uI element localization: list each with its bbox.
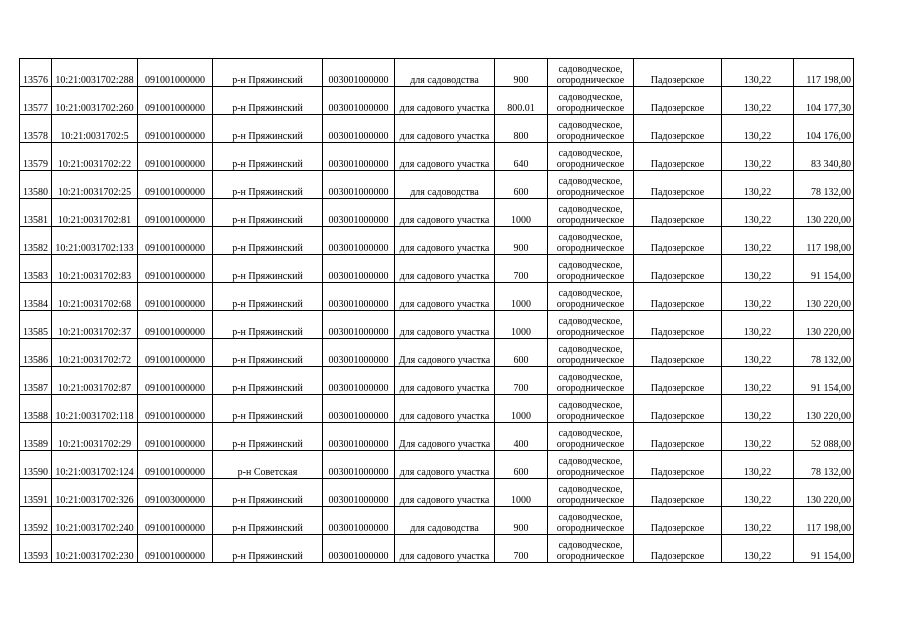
category-line-1: садоводческое, bbox=[558, 316, 623, 327]
category-line-2: огородническое bbox=[556, 355, 625, 366]
okato-code-cell: 091003000000 bbox=[138, 479, 213, 507]
oktmo-code-cell: 003001000000 bbox=[323, 367, 395, 395]
cadastral-number-cell: 10:21:0031702:118 bbox=[52, 395, 138, 423]
district-cell: р-н Пряжинский bbox=[213, 199, 323, 227]
district-cell: р-н Пряжинский bbox=[213, 507, 323, 535]
table-row bbox=[20, 423, 854, 451]
cadastral-value-cell: 52 088,00 bbox=[794, 423, 854, 451]
table-row bbox=[20, 451, 854, 479]
cadastral-number-cell: 10:21:0031702:260 bbox=[52, 87, 138, 115]
district-cell: р-н Пряжинский bbox=[213, 535, 323, 563]
oktmo-code-cell: 003001000000 bbox=[323, 143, 395, 171]
category-cell bbox=[548, 311, 634, 339]
cadastral-value-cell: 83 340,80 bbox=[794, 143, 854, 171]
cadastral-value-cell: 104 177,30 bbox=[794, 87, 854, 115]
table-row bbox=[20, 171, 854, 199]
area-cell: 1000 bbox=[495, 283, 548, 311]
oktmo-code-cell: 003001000000 bbox=[323, 59, 395, 87]
rate-cell: 130,22 bbox=[722, 87, 794, 115]
category-line-1: садоводческое, bbox=[558, 288, 623, 299]
category-line-1: садоводческое, bbox=[558, 372, 623, 383]
purpose-cell: для садового участка bbox=[395, 199, 495, 227]
district-cell: р-н Пряжинский bbox=[213, 115, 323, 143]
rate-cell: 130,22 bbox=[722, 59, 794, 87]
district-cell: р-н Пряжинский bbox=[213, 423, 323, 451]
area-cell: 600 bbox=[495, 339, 548, 367]
cadastral-value-cell: 91 154,00 bbox=[794, 367, 854, 395]
cadastral-value-cell: 104 176,00 bbox=[794, 115, 854, 143]
cadastral-value-cell: 130 220,00 bbox=[794, 311, 854, 339]
area-cell: 700 bbox=[495, 367, 548, 395]
area-cell: 1000 bbox=[495, 311, 548, 339]
category-cell bbox=[548, 171, 634, 199]
okato-code-cell: 091001000000 bbox=[138, 227, 213, 255]
area-cell: 700 bbox=[495, 535, 548, 563]
table-row bbox=[20, 115, 854, 143]
table-row bbox=[20, 339, 854, 367]
category-line-1: садоводческое, bbox=[558, 540, 623, 551]
area-cell: 600 bbox=[495, 451, 548, 479]
category-line-1: садоводческое, bbox=[558, 428, 623, 439]
category-line-2: огородническое bbox=[556, 103, 625, 114]
district-cell: р-н Пряжинский bbox=[213, 255, 323, 283]
cadastral-number-cell: 10:21:0031702:83 bbox=[52, 255, 138, 283]
category-line-2: огородническое bbox=[556, 187, 625, 198]
category-line-1: садоводческое, bbox=[558, 260, 623, 271]
settlement-cell: Падозерское bbox=[634, 199, 722, 227]
category-line-2: огородническое bbox=[556, 75, 625, 86]
cadastral-value-cell: 78 132,00 bbox=[794, 451, 854, 479]
settlement-cell: Падозерское bbox=[634, 311, 722, 339]
category-cell bbox=[548, 535, 634, 563]
area-cell: 1000 bbox=[495, 395, 548, 423]
area-cell: 1000 bbox=[495, 479, 548, 507]
cadastral-value-cell: 78 132,00 bbox=[794, 171, 854, 199]
okato-code-cell: 091001000000 bbox=[138, 283, 213, 311]
purpose-cell: для садового участка bbox=[395, 227, 495, 255]
settlement-cell: Падозерское bbox=[634, 255, 722, 283]
rate-cell: 130,22 bbox=[722, 535, 794, 563]
table-row bbox=[20, 255, 854, 283]
row-number-cell: 13579 bbox=[20, 143, 52, 171]
oktmo-code-cell: 003001000000 bbox=[323, 227, 395, 255]
area-cell: 700 bbox=[495, 255, 548, 283]
oktmo-code-cell: 003001000000 bbox=[323, 199, 395, 227]
table-row bbox=[20, 479, 854, 507]
settlement-cell: Падозерское bbox=[634, 59, 722, 87]
cadastral-number-cell: 10:21:0031702:326 bbox=[52, 479, 138, 507]
category-line-2: огородническое bbox=[556, 411, 625, 422]
purpose-cell: для садового участка bbox=[395, 143, 495, 171]
okato-code-cell: 091001000000 bbox=[138, 451, 213, 479]
purpose-cell: для садового участка bbox=[395, 451, 495, 479]
category-cell bbox=[548, 339, 634, 367]
category-line-2: огородническое bbox=[556, 383, 625, 394]
row-number-cell: 13580 bbox=[20, 171, 52, 199]
okato-code-cell: 091001000000 bbox=[138, 339, 213, 367]
district-cell: р-н Пряжинский bbox=[213, 479, 323, 507]
category-line-2: огородническое bbox=[556, 439, 625, 450]
cadastral-number-cell: 10:21:0031702:288 bbox=[52, 59, 138, 87]
rate-cell: 130,22 bbox=[722, 423, 794, 451]
okato-code-cell: 091001000000 bbox=[138, 395, 213, 423]
table-row bbox=[20, 507, 854, 535]
purpose-cell: для садового участка bbox=[395, 535, 495, 563]
area-cell: 640 bbox=[495, 143, 548, 171]
category-line-2: огородническое bbox=[556, 243, 625, 254]
cadastral-number-cell: 10:21:0031702:37 bbox=[52, 311, 138, 339]
settlement-cell: Падозерское bbox=[634, 339, 722, 367]
okato-code-cell: 091001000000 bbox=[138, 59, 213, 87]
okato-code-cell: 091001000000 bbox=[138, 535, 213, 563]
rate-cell: 130,22 bbox=[722, 339, 794, 367]
purpose-cell: для садоводства bbox=[395, 59, 495, 87]
district-cell: р-н Пряжинский bbox=[213, 395, 323, 423]
row-number-cell: 13585 bbox=[20, 311, 52, 339]
okato-code-cell: 091001000000 bbox=[138, 423, 213, 451]
settlement-cell: Падозерское bbox=[634, 143, 722, 171]
category-cell bbox=[548, 395, 634, 423]
category-cell bbox=[548, 227, 634, 255]
district-cell: р-н Пряжинский bbox=[213, 283, 323, 311]
category-cell bbox=[548, 59, 634, 87]
category-line-2: огородническое bbox=[556, 551, 625, 562]
cadastral-value-cell: 91 154,00 bbox=[794, 535, 854, 563]
rate-cell: 130,22 bbox=[722, 451, 794, 479]
cadastral-number-cell: 10:21:0031702:81 bbox=[52, 199, 138, 227]
cadastral-value-cell: 117 198,00 bbox=[794, 507, 854, 535]
settlement-cell: Падозерское bbox=[634, 367, 722, 395]
area-cell: 800 bbox=[495, 115, 548, 143]
cadastral-number-cell: 10:21:0031702:29 bbox=[52, 423, 138, 451]
purpose-cell: для садового участка bbox=[395, 255, 495, 283]
category-line-2: огородническое bbox=[556, 159, 625, 170]
rate-cell: 130,22 bbox=[722, 479, 794, 507]
row-number-cell: 13590 bbox=[20, 451, 52, 479]
settlement-cell: Падозерское bbox=[634, 507, 722, 535]
table-row bbox=[20, 283, 854, 311]
category-line-1: садоводческое, bbox=[558, 484, 623, 495]
category-cell bbox=[548, 479, 634, 507]
cadastral-value-cell: 130 220,00 bbox=[794, 479, 854, 507]
land-registry-table bbox=[19, 58, 854, 563]
category-cell bbox=[548, 367, 634, 395]
settlement-cell: Падозерское bbox=[634, 171, 722, 199]
settlement-cell: Падозерское bbox=[634, 535, 722, 563]
purpose-cell: для садового участка bbox=[395, 367, 495, 395]
category-cell bbox=[548, 143, 634, 171]
rate-cell: 130,22 bbox=[722, 395, 794, 423]
district-cell: р-н Пряжинский bbox=[213, 339, 323, 367]
settlement-cell: Падозерское bbox=[634, 423, 722, 451]
okato-code-cell: 091001000000 bbox=[138, 507, 213, 535]
table-row bbox=[20, 199, 854, 227]
cadastral-number-cell: 10:21:0031702:240 bbox=[52, 507, 138, 535]
row-number-cell: 13592 bbox=[20, 507, 52, 535]
table-row bbox=[20, 535, 854, 563]
district-cell: р-н Советская bbox=[213, 451, 323, 479]
settlement-cell: Падозерское bbox=[634, 227, 722, 255]
category-line-2: огородническое bbox=[556, 523, 625, 534]
district-cell: р-н Пряжинский bbox=[213, 227, 323, 255]
purpose-cell: для садового участка bbox=[395, 479, 495, 507]
rate-cell: 130,22 bbox=[722, 171, 794, 199]
category-line-1: садоводческое, bbox=[558, 120, 623, 131]
oktmo-code-cell: 003001000000 bbox=[323, 395, 395, 423]
oktmo-code-cell: 003001000000 bbox=[323, 283, 395, 311]
oktmo-code-cell: 003001000000 bbox=[323, 87, 395, 115]
oktmo-code-cell: 003001000000 bbox=[323, 171, 395, 199]
row-number-cell: 13589 bbox=[20, 423, 52, 451]
settlement-cell: Падозерское bbox=[634, 87, 722, 115]
purpose-cell: Для садового участка bbox=[395, 339, 495, 367]
area-cell: 900 bbox=[495, 227, 548, 255]
oktmo-code-cell: 003001000000 bbox=[323, 255, 395, 283]
category-line-2: огородническое bbox=[556, 271, 625, 282]
category-cell bbox=[548, 87, 634, 115]
settlement-cell: Падозерское bbox=[634, 479, 722, 507]
row-number-cell: 13581 bbox=[20, 199, 52, 227]
cadastral-value-cell: 117 198,00 bbox=[794, 227, 854, 255]
rate-cell: 130,22 bbox=[722, 115, 794, 143]
category-line-1: садоводческое, bbox=[558, 204, 623, 215]
district-cell: р-н Пряжинский bbox=[213, 367, 323, 395]
category-line-2: огородническое bbox=[556, 215, 625, 226]
category-line-1: садоводческое, bbox=[558, 512, 623, 523]
category-line-1: садоводческое, bbox=[558, 64, 623, 75]
category-cell bbox=[548, 255, 634, 283]
district-cell: р-н Пряжинский bbox=[213, 87, 323, 115]
purpose-cell: для садового участка bbox=[395, 311, 495, 339]
oktmo-code-cell: 003001000000 bbox=[323, 507, 395, 535]
purpose-cell: для садового участка bbox=[395, 395, 495, 423]
category-line-2: огородническое bbox=[556, 495, 625, 506]
settlement-cell: Падозерское bbox=[634, 395, 722, 423]
settlement-cell: Падозерское bbox=[634, 283, 722, 311]
cadastral-number-cell: 10:21:0031702:87 bbox=[52, 367, 138, 395]
category-cell bbox=[548, 451, 634, 479]
okato-code-cell: 091001000000 bbox=[138, 143, 213, 171]
table-row bbox=[20, 227, 854, 255]
rate-cell: 130,22 bbox=[722, 143, 794, 171]
cadastral-number-cell: 10:21:0031702:25 bbox=[52, 171, 138, 199]
rate-cell: 130,22 bbox=[722, 507, 794, 535]
settlement-cell: Падозерское bbox=[634, 451, 722, 479]
oktmo-code-cell: 003001000000 bbox=[323, 535, 395, 563]
cadastral-value-cell: 130 220,00 bbox=[794, 199, 854, 227]
category-cell bbox=[548, 507, 634, 535]
cadastral-number-cell: 10:21:0031702:68 bbox=[52, 283, 138, 311]
category-line-1: садоводческое, bbox=[558, 344, 623, 355]
row-number-cell: 13582 bbox=[20, 227, 52, 255]
oktmo-code-cell: 003001000000 bbox=[323, 339, 395, 367]
category-line-1: садоводческое, bbox=[558, 456, 623, 467]
area-cell: 400 bbox=[495, 423, 548, 451]
row-number-cell: 13587 bbox=[20, 367, 52, 395]
okato-code-cell: 091001000000 bbox=[138, 367, 213, 395]
row-number-cell: 13583 bbox=[20, 255, 52, 283]
cadastral-number-cell: 10:21:0031702:133 bbox=[52, 227, 138, 255]
rate-cell: 130,22 bbox=[722, 311, 794, 339]
area-cell: 900 bbox=[495, 59, 548, 87]
cadastral-value-cell: 130 220,00 bbox=[794, 395, 854, 423]
okato-code-cell: 091001000000 bbox=[138, 115, 213, 143]
district-cell: р-н Пряжинский bbox=[213, 59, 323, 87]
cadastral-value-cell: 130 220,00 bbox=[794, 283, 854, 311]
cadastral-number-cell: 10:21:0031702:230 bbox=[52, 535, 138, 563]
district-cell: р-н Пряжинский bbox=[213, 311, 323, 339]
category-line-1: садоводческое, bbox=[558, 92, 623, 103]
district-cell: р-н Пряжинский bbox=[213, 171, 323, 199]
cadastral-value-cell: 117 198,00 bbox=[794, 59, 854, 87]
okato-code-cell: 091001000000 bbox=[138, 87, 213, 115]
rate-cell: 130,22 bbox=[722, 367, 794, 395]
purpose-cell: для садоводства bbox=[395, 171, 495, 199]
category-line-2: огородническое bbox=[556, 299, 625, 310]
category-line-1: садоводческое, bbox=[558, 232, 623, 243]
row-number-cell: 13586 bbox=[20, 339, 52, 367]
oktmo-code-cell: 003001000000 bbox=[323, 479, 395, 507]
table-row bbox=[20, 143, 854, 171]
cadastral-number-cell: 10:21:0031702:124 bbox=[52, 451, 138, 479]
okato-code-cell: 091001000000 bbox=[138, 171, 213, 199]
rate-cell: 130,22 bbox=[722, 255, 794, 283]
row-number-cell: 13588 bbox=[20, 395, 52, 423]
cadastral-number-cell: 10:21:0031702:5 bbox=[52, 115, 138, 143]
row-number-cell: 13593 bbox=[20, 535, 52, 563]
purpose-cell: Для садового участка bbox=[395, 423, 495, 451]
category-line-2: огородническое bbox=[556, 131, 625, 142]
row-number-cell: 13576 bbox=[20, 59, 52, 87]
cadastral-number-cell: 10:21:0031702:22 bbox=[52, 143, 138, 171]
table-row bbox=[20, 59, 854, 87]
category-cell bbox=[548, 283, 634, 311]
okato-code-cell: 091001000000 bbox=[138, 199, 213, 227]
rate-cell: 130,22 bbox=[722, 227, 794, 255]
okato-code-cell: 091001000000 bbox=[138, 255, 213, 283]
cadastral-value-cell: 91 154,00 bbox=[794, 255, 854, 283]
oktmo-code-cell: 003001000000 bbox=[323, 451, 395, 479]
row-number-cell: 13577 bbox=[20, 87, 52, 115]
table-row bbox=[20, 367, 854, 395]
oktmo-code-cell: 003001000000 bbox=[323, 423, 395, 451]
area-cell: 900 bbox=[495, 507, 548, 535]
category-line-1: садоводческое, bbox=[558, 176, 623, 187]
category-line-1: садоводческое, bbox=[558, 400, 623, 411]
table-row bbox=[20, 395, 854, 423]
row-number-cell: 13584 bbox=[20, 283, 52, 311]
row-number-cell: 13578 bbox=[20, 115, 52, 143]
category-line-2: огородническое bbox=[556, 467, 625, 478]
table-row bbox=[20, 311, 854, 339]
district-cell: р-н Пряжинский bbox=[213, 143, 323, 171]
area-cell: 1000 bbox=[495, 199, 548, 227]
category-cell bbox=[548, 423, 634, 451]
cadastral-number-cell: 10:21:0031702:72 bbox=[52, 339, 138, 367]
area-cell: 600 bbox=[495, 171, 548, 199]
rate-cell: 130,22 bbox=[722, 199, 794, 227]
purpose-cell: для садоводства bbox=[395, 507, 495, 535]
table-row bbox=[20, 87, 854, 115]
category-cell bbox=[548, 115, 634, 143]
category-line-1: садоводческое, bbox=[558, 148, 623, 159]
category-line-2: огородническое bbox=[556, 327, 625, 338]
settlement-cell: Падозерское bbox=[634, 115, 722, 143]
purpose-cell: для садового участка bbox=[395, 115, 495, 143]
area-cell: 800.01 bbox=[495, 87, 548, 115]
cadastral-value-cell: 78 132,00 bbox=[794, 339, 854, 367]
category-cell bbox=[548, 199, 634, 227]
okato-code-cell: 091001000000 bbox=[138, 311, 213, 339]
purpose-cell: для садового участка bbox=[395, 283, 495, 311]
rate-cell: 130,22 bbox=[722, 283, 794, 311]
oktmo-code-cell: 003001000000 bbox=[323, 311, 395, 339]
oktmo-code-cell: 003001000000 bbox=[323, 115, 395, 143]
row-number-cell: 13591 bbox=[20, 479, 52, 507]
purpose-cell: для садового участка bbox=[395, 87, 495, 115]
table-body bbox=[20, 59, 854, 563]
